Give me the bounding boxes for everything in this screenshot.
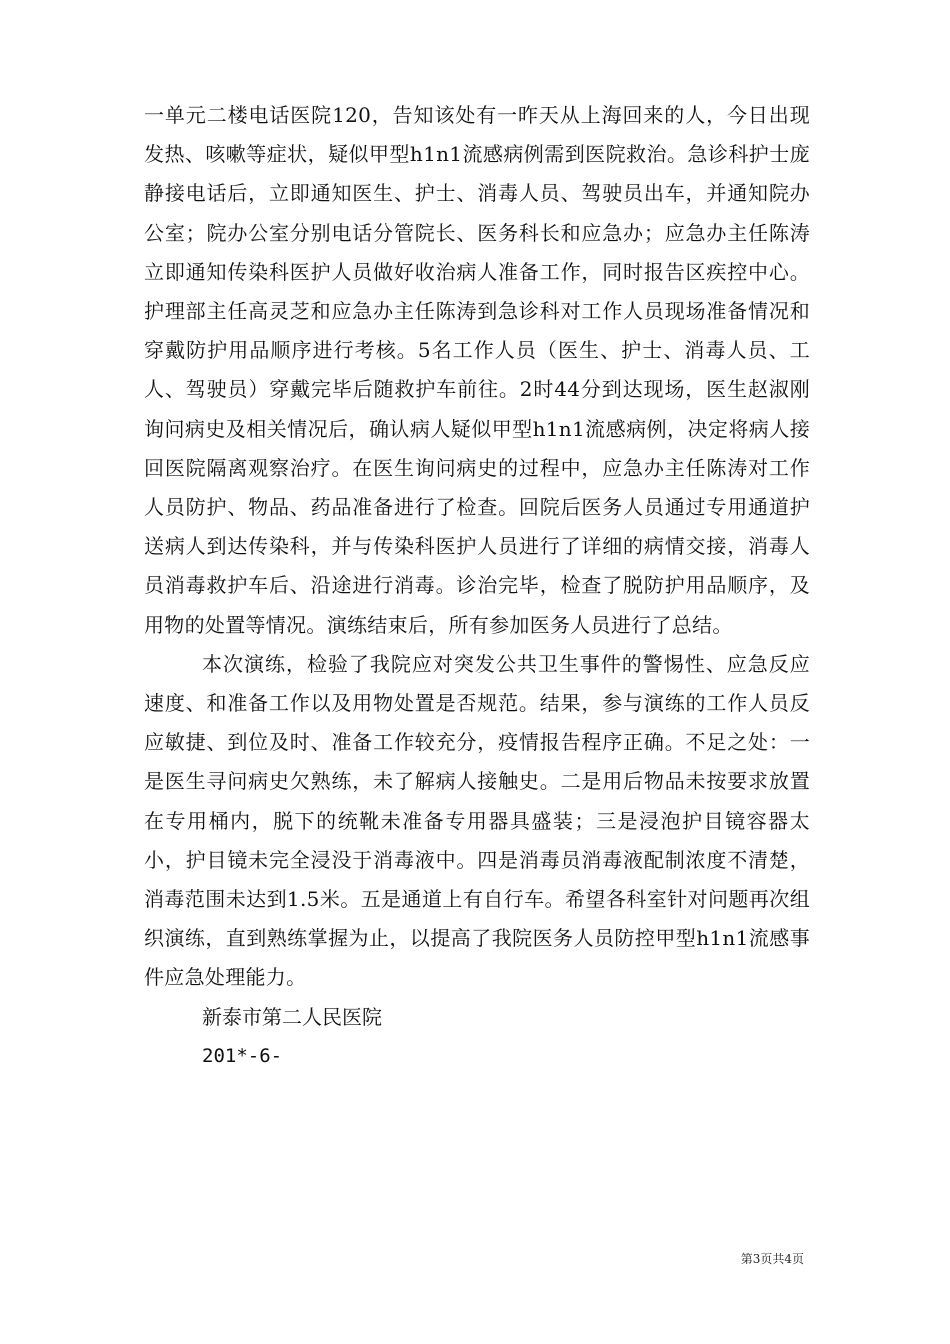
signature-date: 201*-6- — [202, 1044, 283, 1067]
paragraph-incident-report: 一单元二楼电话医院120，告知该处有一昨天从上海回来的人，今日出现发热、咳嗽等症状，疑似甲型h1n1流感病例需到医院救治。急诊科护士庞静接电话后，立即通知医生、护士、消毒人员、驾驶员出车，并通知院办公室；院办公室分别电话分管院长、医务科长和应急办；应急办主任陈涛立即通知传染科医护人员做好收治病人准备工作，同时报告区疾控中心。护理部主任高灵芝和应急办主任陈涛到急诊科对工作人员现场准备情况和穿戴防护用品顺序进行考核。5名工作人员（医生、护士、消毒人员、工人、驾驶员）穿戴完毕后随救护车前往。2时44分到达现场，医生赵淑刚询问病史及相关情况后，确认病人疑似甲型h1n1流感病例，决定将病人接回医院隔离观察治疗。在医生询问病史的过程中，应急办主任陈涛对工作人员防护、物品、药品准备进行了检查。回院后医务人员通过专用通道护送病人到达传染科，并与传染科医护人员进行了详细的病情交接，消毒人员消毒救护车后、沿途进行消毒。诊治完毕，检查了脱防护用品顺序，及用物的处置等情况。演练结束后，所有参加医务人员进行了总结。 — [144, 103, 810, 637]
paragraph-evaluation: 本次演练，检验了我院应对突发公共卫生事件的警惕性、应急反应速度、和准备工作以及用物处置是否规范。结果，参与演练的工作人员反应敏捷、到位及时、准备工作较充分，疫情报告程序正确。不足之处：一是医生寻问病史欠熟练，未了解病人接触史。二是用后物品未按要求放置在专用桶内，脱下的统靴未准备专用器具盛装；三是浸泡护目镜容器太小，护目镜未完全浸没于消毒液中。四是消毒员消毒液配制浓度不清楚，消毒范围未达到1.5米。五是通道上有自行车。希望各科室针对问题再次组织演练，直到熟练掌握为止，以提高了我院医务人员防控甲型h1n1流感事件应急处理能力。 — [144, 651, 810, 990]
document-body — [144, 96, 810, 1076]
page-number-footer: 第3页共4页 — [740, 1252, 804, 1266]
signature-organization: 新泰市第二人民医院 — [202, 1004, 382, 1029]
